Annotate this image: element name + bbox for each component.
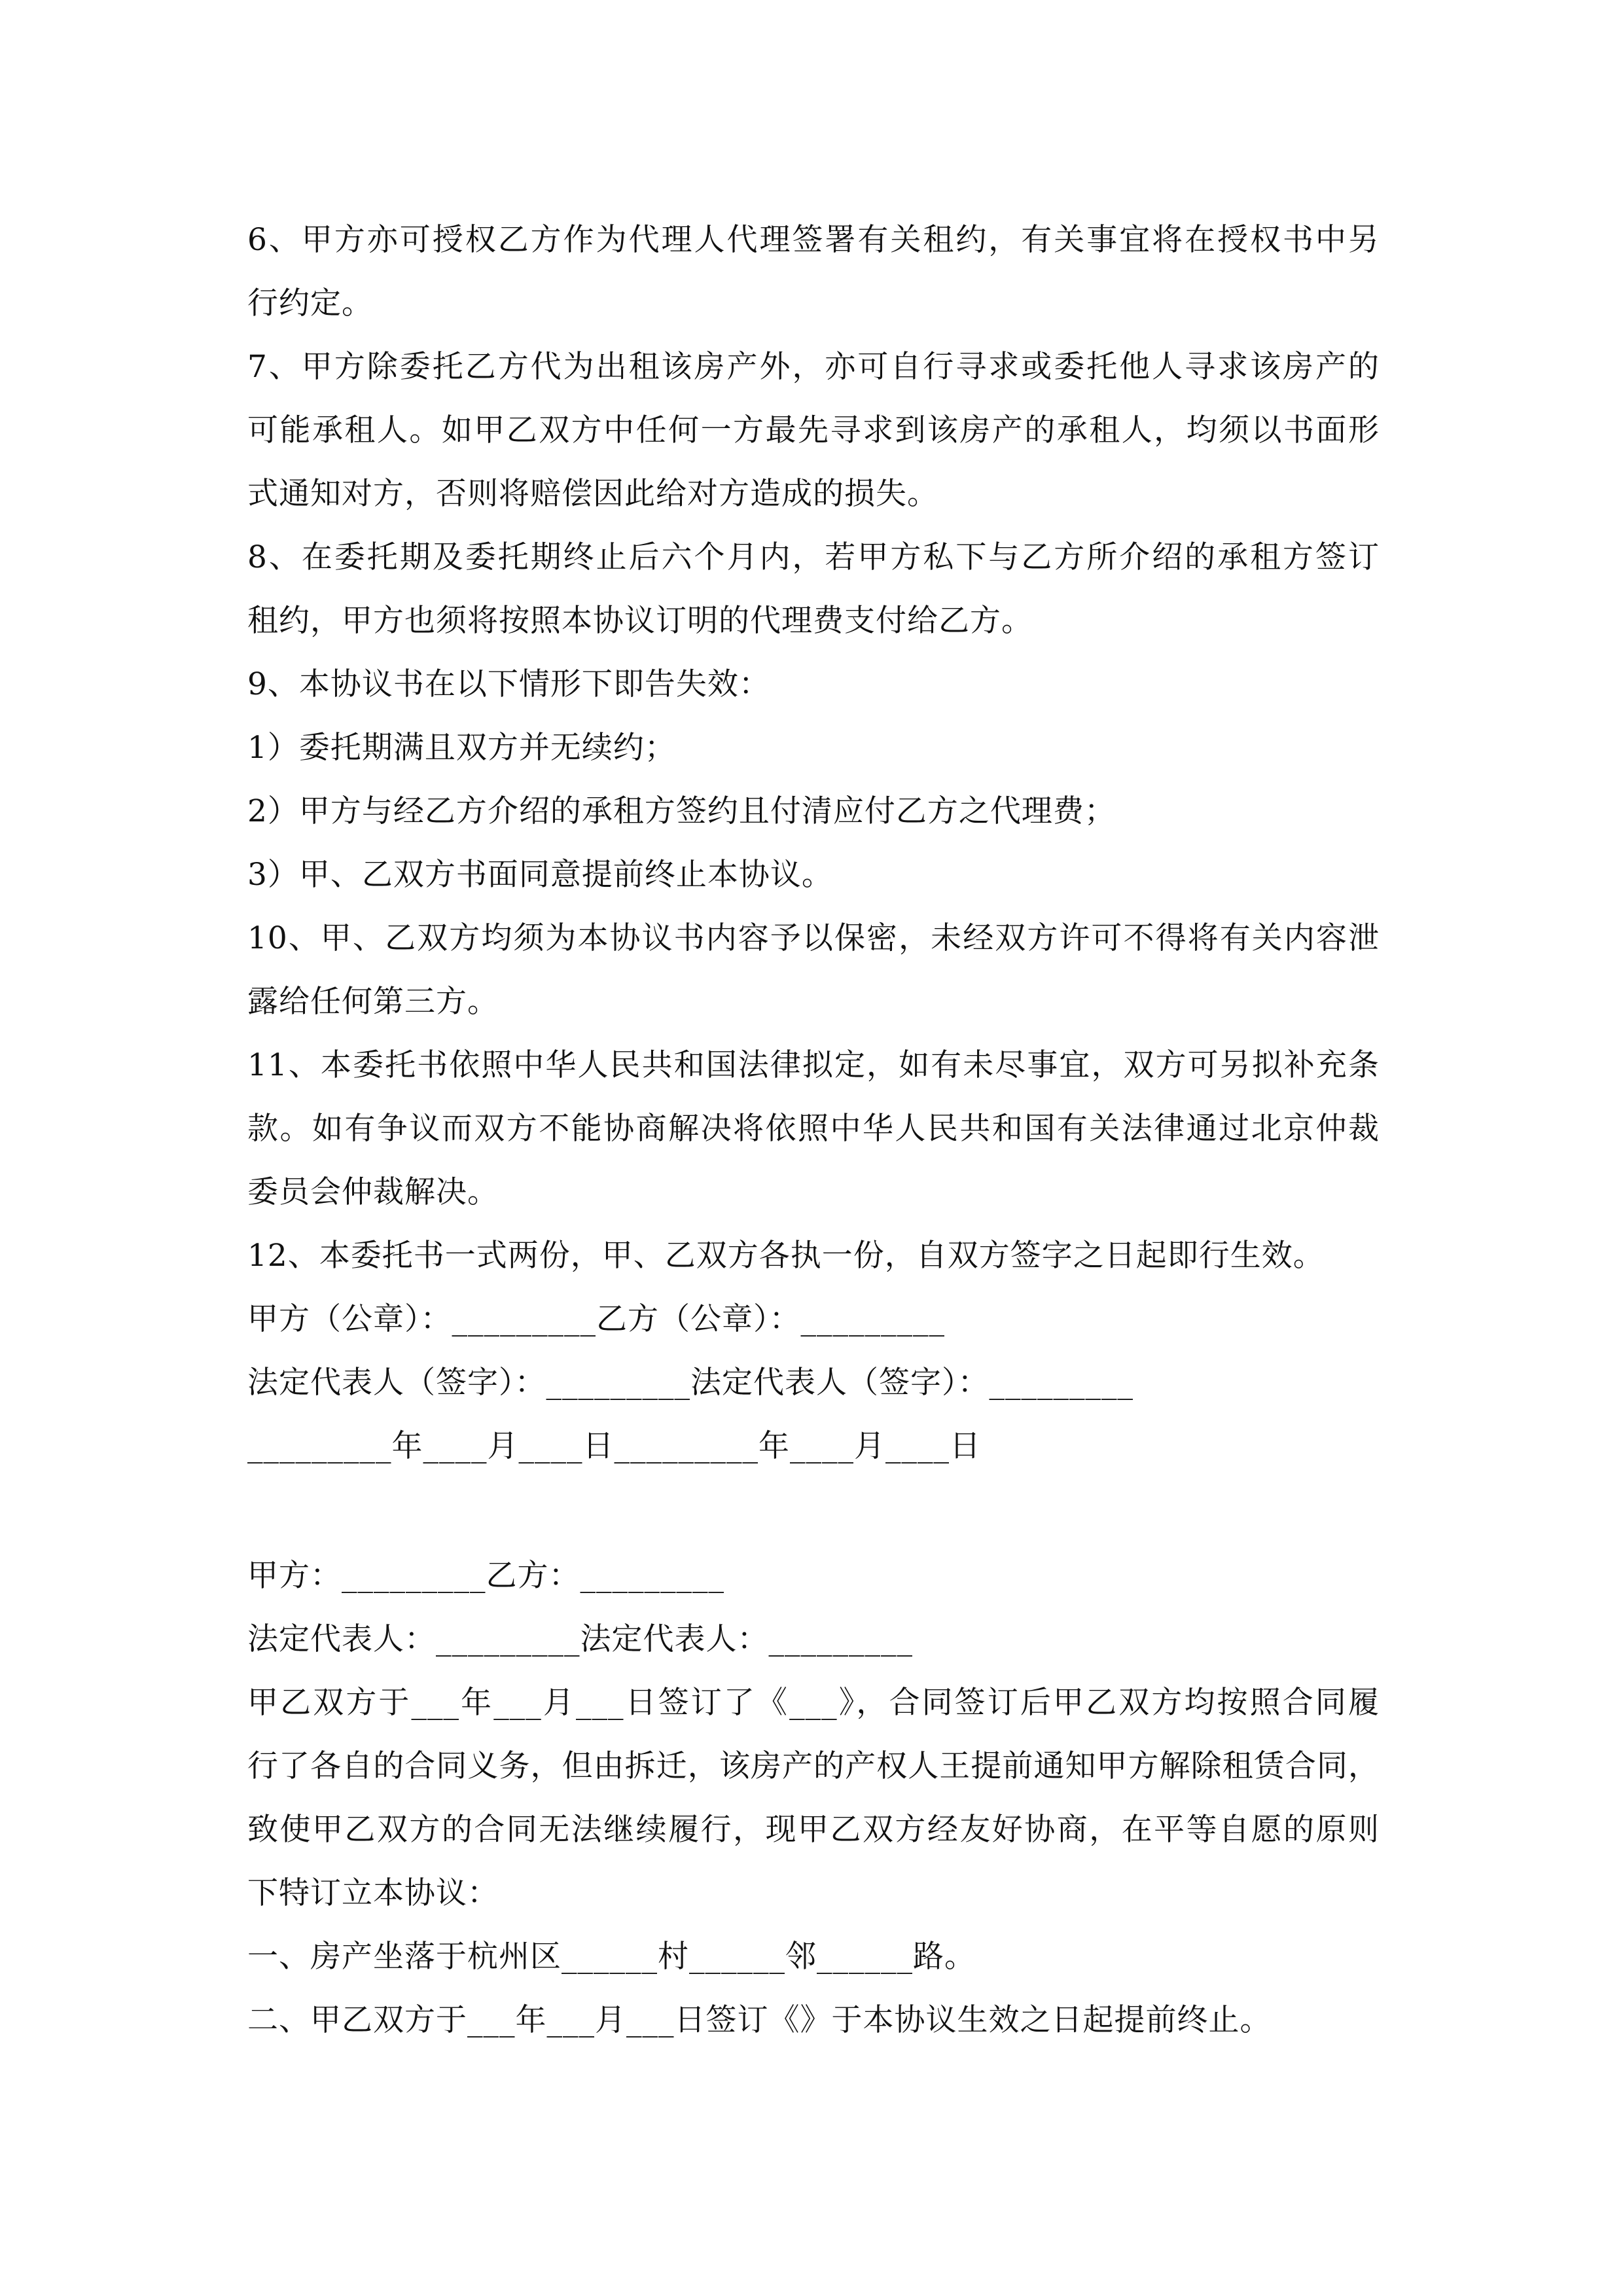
text-line: 款。如有争议而双方不能协商解决将依照中华人民共和国有关法律通过北京仲裁 <box>247 1111 1380 1147</box>
text-line: 9、本协议书在以下情形下即告失效： <box>247 666 770 702</box>
party-line <box>247 1544 1380 1607</box>
text-line: 2）甲方与经乙方介绍的承租方签约且付清应付乙方之代理费； <box>247 793 1116 829</box>
clause-12 <box>247 1224 1380 1287</box>
text-line: 甲乙双方于___年___月___日签订了《___》，合同签订后甲乙双方均按照合同履 <box>247 1685 1380 1721</box>
text-line: 露给任何第三方。 <box>247 984 499 1020</box>
article-two <box>247 1988 1380 2052</box>
text-line: 可能承租人。如甲乙双方中任何一方最先寻求到该房产的承租人，均须以书面形 <box>247 412 1380 448</box>
text-line: 3）甲、乙双方书面同意提前终止本协议。 <box>247 857 833 893</box>
text-line: 行了各自的合同义务，但由拆迁，该房产的产权人王提前通知甲方解除租赁合同， <box>247 1748 1380 1784</box>
text-line: 委员会仲裁解决。 <box>247 1174 499 1210</box>
text-line: 甲方：_________乙方：_________ <box>247 1558 724 1594</box>
clause-9 <box>247 653 1380 716</box>
text-line: 8、在委托期及委托期终止后六个月内，若甲方私下与乙方所介绍的承租方签订 <box>247 539 1380 575</box>
clause-6 <box>247 208 1380 335</box>
text-line: 法定代表人（签字）：_________法定代表人（签字）：_________ <box>247 1365 1133 1401</box>
text-line: 一、房产坐落于杭州区______村______邻______路。 <box>247 1939 976 1975</box>
signature-representative-line <box>247 1351 1380 1414</box>
text-line: 致使甲乙双方的合同无法继续履行，现甲乙双方经友好协商，在平等自愿的原则 <box>247 1812 1380 1848</box>
text-line: 1）委托期满且双方并无续约； <box>247 730 676 766</box>
signature-date-line <box>247 1414 1380 1478</box>
preamble-paragraph <box>247 1671 1380 1925</box>
clause-9-item-1 <box>247 716 1380 780</box>
text-line: 行约定。 <box>247 285 373 321</box>
article-one <box>247 1925 1380 1988</box>
clause-9-item-2 <box>247 780 1380 843</box>
document-page <box>247 208 1380 2052</box>
text-line: 甲方（公章）：_________乙方（公章）：_________ <box>247 1301 945 1337</box>
clause-10 <box>247 906 1380 1033</box>
text-line: 12、本委托书一式两份，甲、乙双方各执一份，自双方签字之日起即行生效。 <box>247 1238 1325 1274</box>
text-line: 下特订立本协议： <box>247 1875 499 1911</box>
text-line: 7、甲方除委托乙方代为出租该房产外，亦可自行寻求或委托他人寻求该房产的 <box>247 349 1380 385</box>
text-line: 租约，甲方也须将按照本协议订明的代理费支付给乙方。 <box>247 603 1033 639</box>
representative-line <box>247 1607 1380 1671</box>
signature-seal-line <box>247 1287 1380 1351</box>
text-line: 6、甲方亦可授权乙方作为代理人代理签署有关租约，有关事宜将在授权书中另 <box>247 222 1380 258</box>
clause-8 <box>247 526 1380 653</box>
section-gap <box>247 1478 1380 1541</box>
text-line: 法定代表人：_________法定代表人：_________ <box>247 1621 913 1657</box>
text-line: 式通知对方，否则将赔偿因此给对方造成的损失。 <box>247 476 938 512</box>
clause-11 <box>247 1033 1380 1224</box>
text-line: 10、甲、乙双方均须为本协议书内容予以保密，未经双方许可不得将有关内容泄 <box>247 920 1380 956</box>
clause-9-item-3 <box>247 843 1380 906</box>
clause-7 <box>247 335 1380 526</box>
text-line: 二、甲乙双方于___年___月___日签订《》于本协议生效之日起提前终止。 <box>247 2002 1272 2038</box>
text-line: 11、本委托书依照中华人民共和国法律拟定，如有未尽事宜，双方可另拟补充条 <box>247 1047 1380 1083</box>
text-line: _________年____月____日_________年____月____日 <box>247 1428 981 1464</box>
